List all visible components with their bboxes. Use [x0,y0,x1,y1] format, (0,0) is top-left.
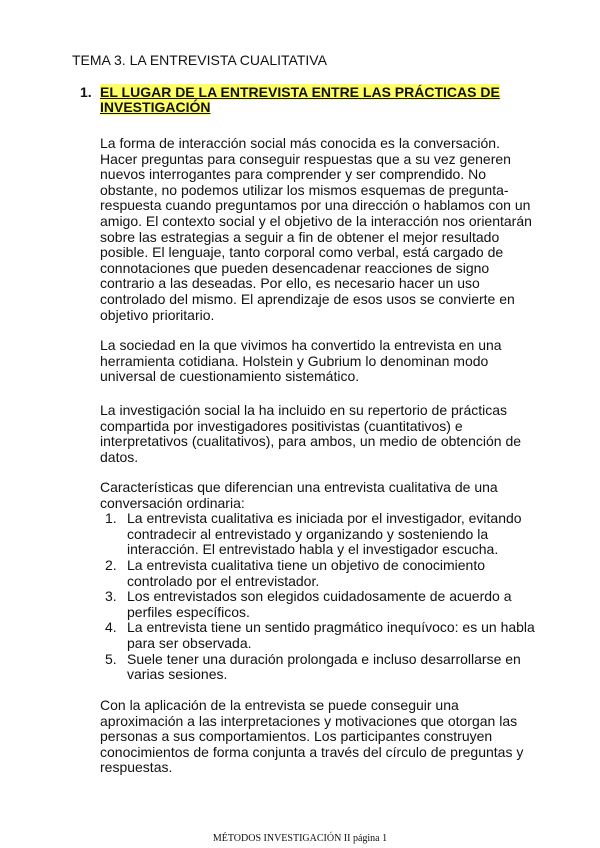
page-footer: MÉTODOS INVESTIGACIÓN II página 1 [212,833,388,844]
section-heading-text: EL LUGAR DE LA ENTREVISTA ENTRE LAS PRÁCTICAS DE INVESTIGACIÓN [100,84,500,115]
list-item-text: Suele tener una duración prolongada e incluso desarrollarse en varias sesiones. [127,650,521,683]
section-heading [80,85,520,115]
list-item-text: La entrevista tiene un sentido pragmático inequívoco: es un habla para ser observada. [127,619,535,651]
paragraph-society: La sociedad en la que vivimos ha convertido la entrevista en una herramienta cotidiana. Holstein y Gubrium lo denominan modo universal de cuestionamiento sistemático. [100,337,502,385]
list-item [100,620,540,651]
list-item [100,652,540,683]
list-item [100,558,540,589]
characteristics-block [100,480,540,683]
list-item-number: 4. [105,619,117,636]
list-item-text: La entrevista cualitativa es iniciada por el investigador, evitando contradecir al entrevistado y organizando y sosteniendo la interacción. El entrevistado habla y el investigador escucha. [127,510,522,558]
list-item [100,511,540,558]
characteristics-intro: Características que diferencian una entrevista cualitativa de una conversación ordinaria: [100,479,498,511]
paragraph-social-research: La investigación social la ha incluido en su repertorio de prácticas compartida por investigadores positivistas (cuantitativos) e interpretativos (cualitativos), para ambos, un medio de obtención de datos. [100,402,522,465]
list-item [100,589,540,620]
list-item-number: 2. [105,556,117,573]
list-item-number: 5. [105,650,117,667]
list-item-number: 1. [105,510,117,527]
section-number: 1. [80,84,92,100]
paragraph-conversation: La forma de interacción social más conocida es la conversación. Hacer preguntas para conseguir respuestas que a su vez generen nuevos interrogantes para comprender y ser comprendido. No obstante, no podemos utilizar los mismos esquemas de pregunta-respuesta cuando preguntamos por una dirección o hablamos con un amigo. El contexto social y el objetivo de la interacción nos orientarán sobre las estrategias a seguir a fin de obtener el mejor resultado posible. El lenguaje, tanto corporal como verbal, está cargado de connotaciones que pueden desencadenar reacciones de signo contrario a las deseadas. Por ello, es necesario hacer un uso controlado del mismo. El aprendizaje de esos usos se convierte en objetivo prioritario. [100,135,532,323]
list-item-text: La entrevista cualitativa tiene un objetivo de conocimiento controlado por el entrevistador. [127,556,485,589]
list-item-number: 3. [105,588,117,605]
list-item-text: Los entrevistados son elegidos cuidadosamente de acuerdo a perfiles específicos. [127,588,512,620]
characteristics-list [100,511,540,683]
paragraph-closing: Con la aplicación de la entrevista se puede conseguir una aproximación a las interpretaciones y motivaciones que otorgan las personas a sus comportamientos. Los participantes construyen conocimientos de forma conjunta a través del círculo de preguntas y respuestas. [100,697,524,776]
document-title: TEMA 3. LA ENTREVISTA CUALITATIVA [72,52,327,68]
